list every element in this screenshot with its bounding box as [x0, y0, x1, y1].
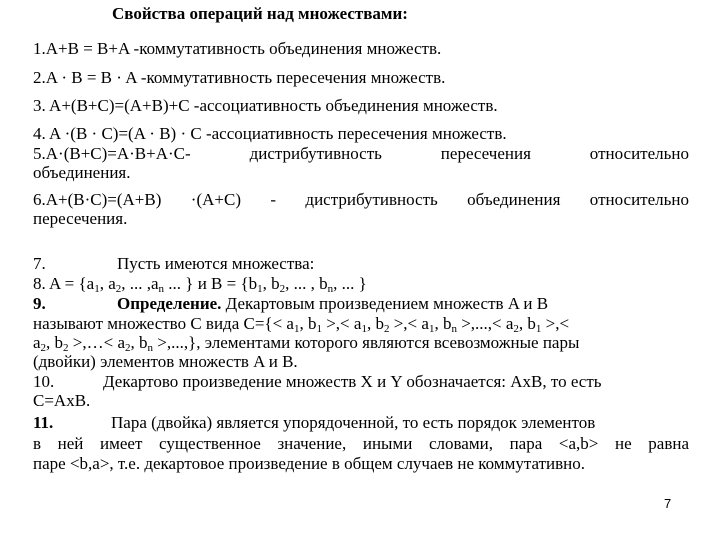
item-7-text: Пусть имеются множества:	[117, 254, 315, 273]
property-6: 6.A+(B·C)=(A+B) ·(A+C) - дистрибутивность объединения относительно	[33, 190, 689, 209]
item-10-text: Декартово произведение множеств X и Y обозначается: AxB, то есть	[103, 372, 602, 391]
item-9-line-2: называют множество C вида $C=\{< a_1$, $b_1$ >,< $a_1$, $b_2$ >,< $a_1$, $b_n$ >,...,< $a_2$, $b_1$ >,<	[33, 314, 570, 335]
item-11-line-2: в ней имеет существенное значение, иными словами, пара <a,b> не равна	[33, 434, 689, 453]
item-8-sets: 8. $A = \{a_1$, $a_2$, ... $,a_n$ ... } и $B = \{b_1$, $b_2$, ... , $b_n$, ... }	[33, 274, 367, 295]
item-11-line-3: паре <b,a>, т.е. декартовое произведение в общем случаев не коммутативно.	[33, 454, 585, 473]
item-9-number: 9.	[33, 294, 46, 313]
item-10-cont: C=AxB.	[33, 391, 91, 410]
item-7	[33, 254, 689, 274]
property-5: 5.A·(B+C)=A·B+A·C- дистрибутивность пересечения относительно	[33, 144, 689, 163]
item-9-line-4: (двойки) элементов множеств A и B.	[33, 352, 298, 371]
item-11-text: Пара (двойка) является упорядоченной, то есть порядок элементов	[111, 413, 596, 432]
item-10	[33, 372, 689, 392]
item-11-number: 11.	[33, 413, 54, 432]
slide-title: Свойства операций над множествами:	[112, 4, 408, 23]
definition-text: Декартовым произведением множеств A и B	[221, 294, 549, 313]
property-6-cont: пересечения.	[33, 209, 128, 228]
item-7-number: 7.	[33, 254, 46, 273]
definition-term: Определение.	[117, 294, 222, 313]
item-10-number: 10.	[33, 372, 55, 391]
item-9-line-3: $a_2$, $b_2$ >,…< $a_2$, $b_n$ >,...,}, элементами которого являются всевозможные пары	[33, 333, 580, 354]
property-4: 4. A ·(B · C)=(A · B) · C -ассоциативность пересечения множеств.	[33, 124, 507, 143]
property-5-cont: объединения.	[33, 163, 131, 182]
item-11	[33, 413, 689, 433]
property-1: 1.A+B = B+A -коммутативность объединения множеств.	[33, 39, 442, 58]
page-number: 7	[664, 496, 672, 511]
property-2: 2.A · B = B · A -коммутативность пересечения множеств.	[33, 68, 446, 87]
property-3: 3. A+(B+C)=(A+B)+C -ассоциативность объединения множеств.	[33, 96, 498, 115]
item-9-definition	[33, 294, 689, 314]
